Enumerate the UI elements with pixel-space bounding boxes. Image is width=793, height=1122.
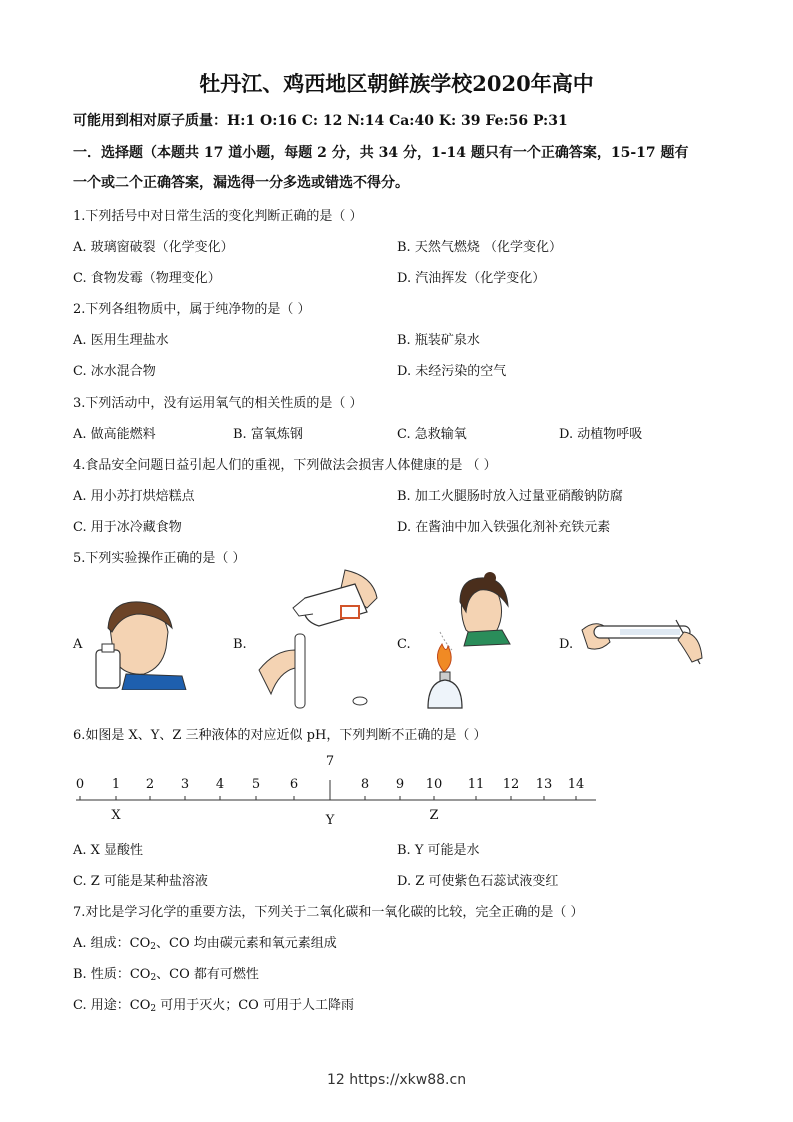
q3-option-b: B. 富氧炼钢 [233,427,303,442]
ph-tick-label: 7 [325,754,335,769]
q7-stem: 7.对比是学习化学的重要方法，下列关于二氧化碳和一氧化碳的比较，完全正确的是（ ） [73,905,584,920]
q2-stem: 2.下列各组物质中，属于纯净物的是（ ） [73,302,311,317]
ph-tick-label: 6 [289,777,299,792]
ph-tick-label: 13 [535,777,553,792]
q6-option-c: C. Z 可能是某种盐溶液 [73,874,208,889]
ph-marker-x: X [111,808,121,823]
q4-option-a: A. 用小苏打烘焙糕点 [73,489,195,504]
q5-stem: 5.下列实验操作正确的是（ ） [73,551,246,566]
ph-tick-label: 10 [425,777,443,792]
q1-option-b: B. 天然气燃烧 （化学变化） [397,240,562,255]
heating-test-tube-illustration [580,612,705,672]
lighting-lamp-illustration [420,572,532,712]
q5-option-b-label: B. [233,637,247,652]
q6-option-d: D. Z 可使紫色石蕊试液变红 [397,874,559,889]
pouring-liquid-illustration [255,568,385,710]
ph-tick-label: 11 [467,777,485,792]
ph-tick-label: 12 [502,777,520,792]
ph-tick-label: 2 [145,777,155,792]
ph-marker-z: Z [429,808,439,823]
q3-option-d: D. 动植物呼吸 [559,427,643,442]
ph-marker-y: Y [325,813,335,828]
q5-option-c-label: C. [397,637,411,652]
ph-tick-label: 0 [75,777,85,792]
q1-option-c: C. 食物发霉（物理变化） [73,271,221,286]
ph-tick-label: 5 [251,777,261,792]
q2-option-d: D. 未经污染的空气 [397,364,507,379]
q7-option-c: C. 用途：$CO_2$ 可用于灭火；CO 可用于人工降雨 [73,998,354,1014]
q4-option-d: D. 在酱油中加入铁强化剂补充铁元素 [397,520,611,535]
q6-option-a: A. X 显酸性 [73,843,144,858]
section-heading-line1: 一．选择题（本题共 17 道小题，每题 2 分，共 34 分，1-14 题只有一个正确答案，15-17 题有 [73,145,689,161]
q4-option-c: C. 用于冰冷藏食物 [73,520,182,535]
ph-tick-label: 3 [180,777,190,792]
q1-stem: 1.下列括号中对日常生活的变化判断正确的是（ ） [73,209,363,224]
ph-tick-label: 14 [567,777,585,792]
q2-option-a: A. 医用生理盐水 [73,333,169,348]
q4-option-b: B. 加工火腿肠时放入过量亚硝酸钠防腐 [397,489,623,504]
q5-option-d-label: D. [559,637,574,652]
atomic-masses: 可能用到相对原子质量：H:1 O:16 C: 12 N:14 Ca:40 K: 39 Fe:56 P:31 [73,113,568,129]
q7-option-a: A. 组成：$CO_2$、CO 均由碳元素和氧元素组成 [73,936,337,952]
q3-option-c: C. 急救输氧 [397,427,467,442]
q7-option-b: B. 性质：$CO_2$、CO 都有可燃性 [73,967,259,983]
q3-option-a: A. 做高能燃料 [73,427,156,442]
ph-tick-label: 9 [395,777,405,792]
smelling-bottle-illustration [82,598,190,690]
q6-option-b: B. Y 可能是水 [397,843,480,858]
q5-option-a-label: A [73,637,83,652]
q2-option-c: C. 冰水混合物 [73,364,156,379]
q2-option-b: B. 瓶装矿泉水 [397,333,480,348]
q1-option-d: D. 汽油挥发（化学变化） [397,271,546,286]
q6-stem: 6.如图是 X、Y、Z 三种液体的对应近似 pH，下列判断不正确的是（ ） [73,728,487,743]
q1-option-a: A. 玻璃窗破裂（化学变化） [73,240,234,255]
q3-stem: 3.下列活动中，没有运用氧气的相关性质的是（ ） [73,396,363,411]
ph-scale-diagram [70,752,610,828]
ph-tick-label: 1 [111,777,121,792]
ph-tick-label: 8 [360,777,370,792]
section-heading-line2: 一个或二个正确答案，漏选得一分多选或错选不得分。 [73,175,409,191]
footer-page-number: 12 https://xkw88.cn [326,1072,467,1088]
page-title: 牡丹江、鸡西地区朝鲜族学校2020年高中 [199,71,594,96]
q4-stem: 4.食品安全问题日益引起人们的重视，下列做法会损害人体健康的是 （ ） [73,458,497,473]
ph-tick-label: 4 [215,777,225,792]
